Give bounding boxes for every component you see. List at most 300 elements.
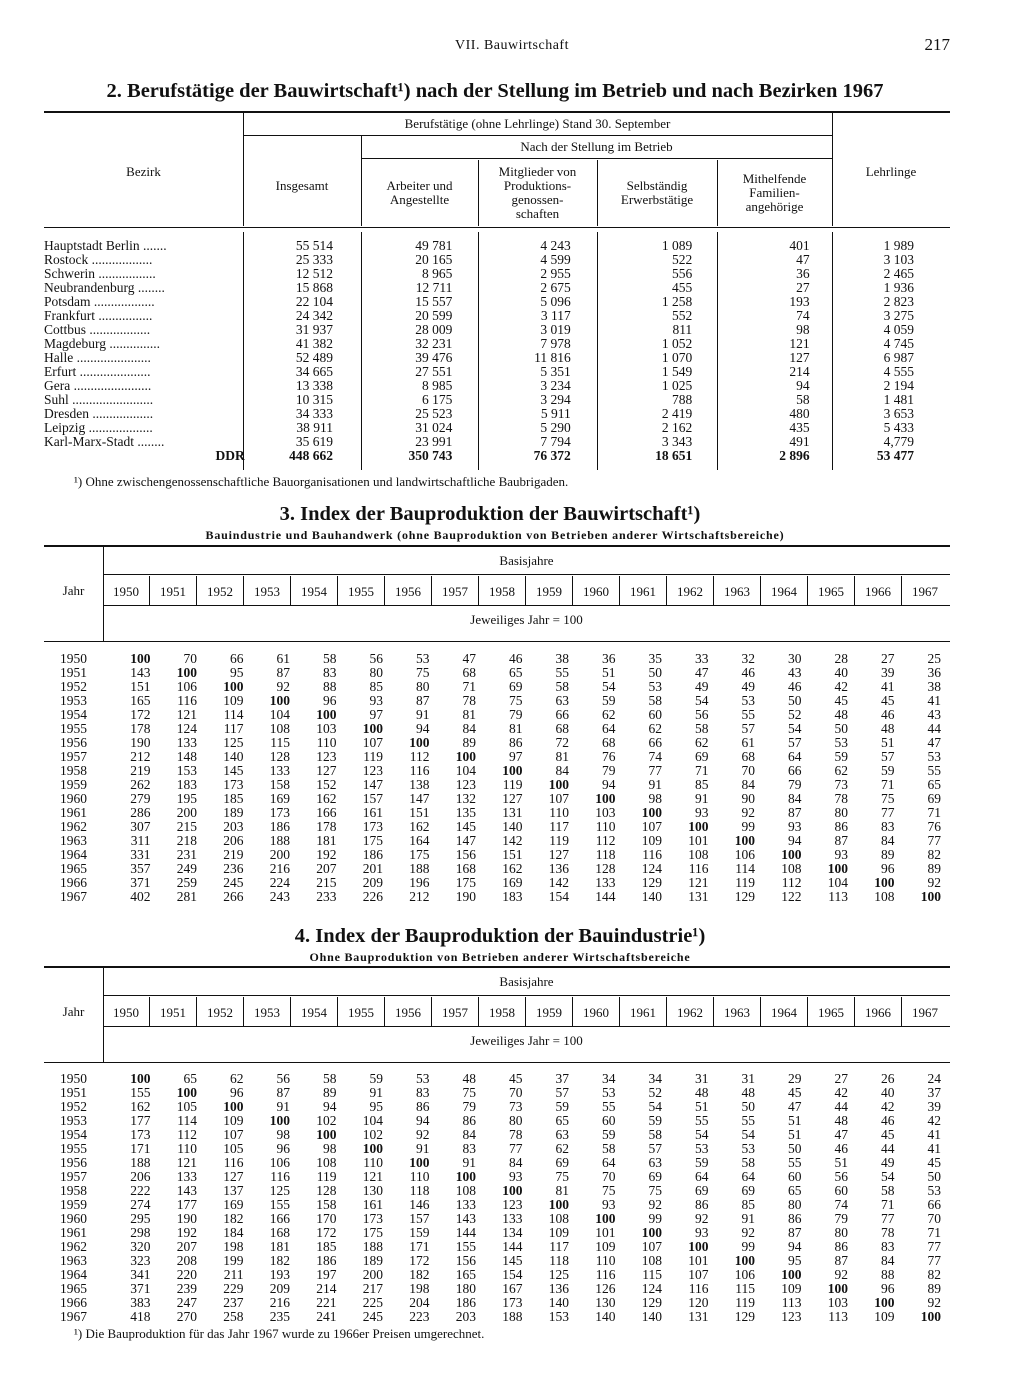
table-cell: 91	[416, 707, 430, 722]
table-cell: 371	[130, 1281, 151, 1296]
table-cell: 59	[369, 1071, 383, 1086]
table-cell: 97	[509, 749, 523, 764]
jahr-label: Jahr	[62, 583, 85, 598]
base-year-label: 1961	[630, 584, 656, 599]
table-cell: 119	[549, 833, 569, 848]
table-cell: 161	[362, 805, 383, 820]
table-cell: 80	[834, 1225, 848, 1240]
table-cell: 788	[671, 392, 693, 407]
table-cell: 5 911	[540, 406, 571, 421]
table-cell: 162	[409, 819, 430, 834]
table-cell: 402	[130, 889, 151, 904]
table-cell: 186	[269, 819, 290, 834]
table-cell: 102	[362, 1127, 383, 1142]
table-cell: 86	[509, 735, 523, 750]
table-cell: 1 936	[883, 280, 914, 295]
table-cell: 11 816	[534, 350, 571, 365]
base-year-label: 1962	[677, 1005, 703, 1020]
table-cell: 12 512	[295, 266, 333, 281]
table-cell: 177	[130, 1113, 151, 1128]
table-cell: 145	[502, 1253, 523, 1268]
row-year: 1956	[60, 1155, 87, 1170]
table-cell: 24	[927, 1071, 941, 1086]
table-cell: 124	[641, 1281, 662, 1296]
table-cell: 24 342	[295, 308, 333, 323]
row-year: 1952	[60, 1099, 87, 1114]
table-cell: 162	[316, 791, 337, 806]
table-cell: 70	[183, 651, 197, 666]
table-cell: 175	[362, 1225, 383, 1240]
table-cell: 116	[177, 693, 197, 708]
table-cell: 140	[595, 1309, 616, 1324]
table-cell: 40	[881, 1085, 895, 1100]
table-cell: 207	[316, 861, 337, 876]
row-year: 1954	[60, 707, 87, 722]
table-cell: 114	[735, 861, 755, 876]
base-year-label: 1960	[583, 1005, 609, 1020]
table-cell: 46	[788, 679, 802, 694]
table-cell: 281	[176, 889, 197, 904]
table-cell: 113	[828, 1309, 848, 1324]
table-cell: 55	[741, 707, 755, 722]
table-cell: 36	[927, 665, 941, 680]
table-cell: 82	[927, 847, 941, 862]
table-cell: 100	[502, 763, 523, 778]
table-cell: 44	[927, 721, 941, 736]
table-cell: 100	[223, 679, 244, 694]
table-cell: 5 351	[540, 364, 571, 379]
table-cell: 101	[595, 1225, 616, 1240]
table-cell: 86	[834, 1239, 848, 1254]
table-cell: 152	[316, 777, 337, 792]
table-cell: 215	[176, 819, 197, 834]
table-cell: 62	[230, 1071, 244, 1086]
table-cell: 75	[648, 1183, 662, 1198]
table-cell: 231	[176, 847, 197, 862]
table-cell: 144	[502, 1239, 523, 1254]
table-cell: 106	[176, 679, 197, 694]
row-year: 1962	[60, 1239, 87, 1254]
table-cell: 241	[316, 1309, 337, 1324]
table-cell: 1 070	[661, 350, 693, 365]
row-year: 1953	[60, 1113, 87, 1128]
table-cell: 100	[455, 1169, 476, 1184]
table-cell: 91	[462, 1155, 476, 1170]
table-cell: 1 052	[661, 336, 693, 351]
table-cell: 42	[881, 1099, 895, 1114]
table-cell: 53	[741, 1141, 755, 1156]
table-cell: 25 523	[415, 406, 453, 421]
table-cell: 158	[269, 777, 290, 792]
base-year-label: 1953	[254, 584, 280, 599]
base-year-label: 1962	[677, 584, 703, 599]
table-cell: 87	[834, 1253, 848, 1268]
table-cell: 110	[363, 1155, 383, 1170]
table-cell: 100	[269, 1113, 290, 1128]
table-cell: 188	[130, 1155, 151, 1170]
table-cell: 8 965	[422, 266, 453, 281]
table-cell: 166	[316, 805, 337, 820]
row-year: 1962	[60, 819, 87, 834]
table-cell: 214	[316, 1281, 337, 1296]
table-cell: 224	[269, 875, 290, 890]
table-cell: 84	[462, 1127, 476, 1142]
table-row	[60, 1254, 941, 1268]
table-cell: 94	[323, 1099, 337, 1114]
table4-top-rule	[44, 966, 950, 968]
table-cell: 94	[796, 378, 810, 393]
table-cell: 77	[881, 1211, 895, 1226]
table-cell: 3 234	[540, 378, 571, 393]
table-cell: 94	[416, 1113, 430, 1128]
table-cell: 112	[781, 875, 802, 890]
table-cell: 115	[270, 735, 290, 750]
table-cell: 63	[648, 1155, 662, 1170]
table-cell: 169	[269, 791, 290, 806]
table-cell: 38	[927, 679, 941, 694]
table-cell: 35	[648, 651, 662, 666]
table-cell: 64	[602, 1155, 616, 1170]
table-cell: 208	[176, 1253, 197, 1268]
table-cell: 209	[269, 1281, 290, 1296]
table-cell: 64	[695, 1169, 709, 1184]
table-cell: 129	[641, 875, 662, 890]
table-cell: 203	[455, 1309, 476, 1324]
table-cell: 69	[695, 749, 709, 764]
row-year: 1964	[60, 1267, 87, 1282]
table-cell: 75	[555, 1169, 569, 1184]
table-cell: 108	[688, 847, 709, 862]
table-cell: 92	[741, 805, 755, 820]
arbeiter-header-line2: Angestellte	[389, 192, 450, 207]
table-cell: 4,779	[883, 434, 914, 449]
table-cell: 96	[881, 861, 895, 876]
table-cell: 94	[788, 1239, 802, 1254]
table-cell: 51	[695, 1099, 709, 1114]
table-cell: 80	[416, 679, 430, 694]
table-cell: 106	[269, 1155, 290, 1170]
table-cell: 36	[796, 266, 810, 281]
table-cell: 90	[741, 791, 755, 806]
table-cell: 1 549	[661, 364, 693, 379]
table-cell: 99	[648, 1211, 662, 1226]
table-row	[60, 806, 941, 820]
table-cell: 491	[789, 434, 810, 449]
table-cell: 84	[881, 833, 895, 848]
bezirk-name: Schwerin .................	[44, 266, 156, 281]
table-row	[60, 1268, 941, 1282]
table-cell: 151	[502, 847, 523, 862]
table-cell: 183	[176, 777, 197, 792]
table-cell: 144	[595, 889, 616, 904]
table-cell: 107	[641, 819, 662, 834]
table-cell: 2 823	[883, 294, 914, 309]
table-cell: 112	[409, 749, 430, 764]
table-cell: 133	[176, 735, 197, 750]
table-cell: 107	[688, 1267, 709, 1282]
table-cell: 27 551	[415, 364, 453, 379]
table-cell: 258	[223, 1309, 244, 1324]
table-cell: 58	[695, 721, 709, 736]
table-cell: 200	[176, 805, 197, 820]
table-cell: 40	[834, 665, 848, 680]
table-cell: 216	[269, 861, 290, 876]
row-year: 1966	[60, 875, 87, 890]
table-cell: 66	[648, 735, 662, 750]
table-cell: 383	[130, 1295, 151, 1310]
table-cell: 2 162	[661, 420, 693, 435]
table-cell: 31	[741, 1071, 755, 1086]
table-cell: 93	[788, 819, 802, 834]
table-cell: 53	[695, 1141, 709, 1156]
table-cell: 2 194	[883, 378, 914, 393]
table-cell: 41 382	[295, 336, 333, 351]
table-cell: 15 868	[295, 280, 333, 295]
table-cell: 91	[741, 1211, 755, 1226]
table-cell: 3 343	[661, 434, 693, 449]
table-cell: 52 489	[295, 350, 333, 365]
table-cell: 87	[276, 1085, 290, 1100]
table-cell: 5 290	[540, 420, 571, 435]
table-cell: 171	[409, 1239, 430, 1254]
table-cell: 161	[362, 1197, 383, 1212]
table-cell: 77	[927, 1253, 941, 1268]
table-row	[44, 393, 914, 407]
table-cell: 28	[834, 651, 848, 666]
base-year-label: 1954	[301, 584, 327, 599]
table-cell: 142	[548, 875, 569, 890]
table-cell: 103	[827, 1295, 848, 1310]
table-cell: 4 745	[883, 336, 914, 351]
table-cell: 245	[362, 1309, 383, 1324]
mitglieder-header-line3: genossen-	[511, 192, 564, 207]
table-cell: 129	[734, 889, 755, 904]
table-cell: 100	[455, 749, 476, 764]
table-cell: 110	[316, 735, 337, 750]
table-cell: 55	[602, 1099, 616, 1114]
mitglieder-header-line1: Mitglieder von	[498, 164, 577, 179]
table-cell: 104	[269, 707, 290, 722]
row-year: 1965	[60, 1281, 87, 1296]
table-cell: 128	[316, 1183, 337, 1198]
table-cell: 239	[176, 1281, 197, 1296]
table-cell: 64	[741, 1169, 755, 1184]
table-cell: 192	[176, 1225, 197, 1240]
table-cell: 66	[230, 651, 244, 666]
table-cell: 274	[130, 1197, 151, 1212]
table-cell: 69	[695, 1183, 709, 1198]
table-cell: 42	[834, 679, 848, 694]
table-cell: 311	[130, 833, 151, 848]
table-cell: 94	[788, 833, 802, 848]
table-row	[60, 792, 941, 806]
table-cell: 116	[270, 1169, 290, 1184]
table-cell: 217	[362, 1281, 383, 1296]
table-cell: 84	[741, 777, 755, 792]
table-cell: 55	[927, 763, 941, 778]
table-cell: 59	[648, 1113, 662, 1128]
row-year: 1961	[60, 805, 87, 820]
table-cell: 93	[834, 847, 848, 862]
table-cell: 123	[781, 1309, 802, 1324]
table-cell: 114	[177, 1113, 197, 1128]
table-cell: 113	[828, 889, 848, 904]
table-cell: 20 599	[415, 308, 453, 323]
table-cell: 190	[455, 889, 476, 904]
table-cell: 96	[323, 693, 337, 708]
table2-title: 2. Berufstätige der Bauwirtschaft¹) nach der Stellung im Betrieb und nach Bezirken 1967	[106, 80, 884, 102]
berufstaetige-header: Berufstätige (ohne Lehrlinge) Stand 30. September	[404, 116, 671, 131]
jeweiliges-label: Jeweiliges Jahr = 100	[470, 1033, 583, 1048]
table-cell: 89	[881, 847, 895, 862]
table-cell: 106	[734, 847, 755, 862]
table-cell: 2 955	[540, 266, 571, 281]
mithelfende-header-line1: Mithelfende	[742, 171, 807, 186]
table-cell: 69	[648, 1169, 662, 1184]
table-cell: 73	[834, 777, 848, 792]
table-cell: 307	[130, 819, 151, 834]
table-row	[60, 652, 941, 666]
table-cell: 52	[648, 1085, 662, 1100]
row-year: 1959	[60, 777, 87, 792]
table-cell: 144	[455, 1225, 476, 1240]
table-cell: 26	[881, 1071, 895, 1086]
table-cell: 140	[548, 1295, 569, 1310]
table-cell: 5 096	[540, 294, 571, 309]
table-cell: 130	[362, 1183, 383, 1198]
table-cell: 127	[548, 847, 569, 862]
table-cell: 127	[223, 1169, 244, 1184]
table-cell: 357	[130, 861, 151, 876]
bezirk-name: Suhl ........................	[44, 392, 154, 407]
table-cell: 92	[741, 1225, 755, 1240]
table-cell: 119	[363, 749, 383, 764]
table-cell: 96	[881, 1281, 895, 1296]
table-cell: 233	[316, 889, 337, 904]
table-cell: 89	[462, 735, 476, 750]
table-cell: 58	[602, 1141, 616, 1156]
table-cell: 117	[549, 1239, 569, 1254]
table-cell: 66	[555, 707, 569, 722]
table-cell: 522	[671, 252, 693, 267]
table-cell: 51	[788, 1113, 802, 1128]
table-cell: 47	[796, 252, 810, 267]
table-cell: 65	[509, 665, 523, 680]
table-row	[44, 323, 914, 337]
table-cell: 130	[595, 1295, 616, 1310]
table-cell: 220	[176, 1267, 197, 1282]
table2-footnote: ¹) Ohne zwischengenossenschaftliche Bauorganisationen und landwirtschaftliche Baubrigaden.	[74, 474, 569, 489]
table-row	[60, 1296, 941, 1310]
table-cell: 190	[176, 1211, 197, 1226]
table-cell: 104	[362, 1113, 383, 1128]
table-cell: 221	[316, 1295, 337, 1310]
row-year: 1950	[60, 1071, 87, 1086]
table-cell: 140	[641, 889, 662, 904]
table-cell: 131	[502, 805, 523, 820]
table-cell: 61	[741, 735, 755, 750]
table-row	[60, 876, 941, 890]
table-cell: 92	[927, 875, 941, 890]
table-cell: 15 557	[415, 294, 453, 309]
table-cell: 219	[130, 763, 151, 778]
table-cell: 156	[455, 847, 476, 862]
table-cell: 57	[788, 735, 802, 750]
table-cell: 134	[502, 1225, 523, 1240]
table-cell: 106	[734, 1267, 755, 1282]
table-cell: 103	[316, 721, 337, 736]
table-cell: 89	[323, 1085, 337, 1100]
table-cell: 196	[409, 875, 430, 890]
table-cell: 84	[462, 721, 476, 736]
bezirk-name: Erfurt .....................	[44, 364, 151, 379]
table-cell: 45	[881, 693, 895, 708]
table-cell: 143	[130, 665, 151, 680]
table-cell: 47	[788, 1099, 802, 1114]
table-cell: 100	[223, 1099, 244, 1114]
table-cell: 186	[362, 847, 383, 862]
table-cell: 46	[741, 665, 755, 680]
table-cell: 147	[409, 791, 430, 806]
table-cell: 27	[881, 651, 895, 666]
base-year-label: 1951	[160, 1005, 186, 1020]
table-cell: 75	[416, 665, 430, 680]
table-cell: 2 419	[661, 406, 693, 421]
table-cell: 153	[176, 763, 197, 778]
table-cell: 72	[555, 735, 569, 750]
table-cell: 109	[223, 693, 244, 708]
table-cell: 71	[695, 763, 709, 778]
table-cell: 155	[269, 1197, 290, 1212]
table-cell: 71	[927, 805, 941, 820]
table-cell: 133	[502, 1211, 523, 1226]
table4-subtitle: Ohne Bauproduktion von Betrieben anderer Wirtschaftsbereiche	[309, 950, 691, 964]
table-cell: 50	[648, 665, 662, 680]
mithelfende-header-line2: Familien-	[749, 185, 800, 200]
table-cell: 140	[502, 819, 523, 834]
table-cell: 182	[269, 1253, 290, 1268]
table-cell: 3 653	[883, 406, 914, 421]
table-cell: 53	[927, 1183, 941, 1198]
table-cell: 116	[688, 1281, 709, 1296]
table-cell: 166	[269, 1211, 290, 1226]
table-cell: 100	[874, 1295, 895, 1310]
table-cell: 77	[881, 805, 895, 820]
base-year-label: 1958	[489, 584, 515, 599]
table-cell: 131	[688, 1309, 709, 1324]
table-cell: 53	[927, 749, 941, 764]
table-cell: 75	[602, 1183, 616, 1198]
table-cell: 200	[269, 847, 290, 862]
table-cell: 59	[602, 693, 616, 708]
table-cell: 62	[834, 763, 848, 778]
table4-body	[60, 1072, 941, 1324]
table-cell: 93	[369, 693, 383, 708]
table-cell: 204	[409, 1295, 430, 1310]
table-cell: 41	[927, 693, 941, 708]
table-cell: 62	[648, 721, 662, 736]
table-cell: 54	[695, 693, 709, 708]
table-cell: 229	[223, 1281, 244, 1296]
table-cell: 108	[316, 1155, 337, 1170]
table-cell: 226	[362, 889, 383, 904]
base-year-label: 1959	[536, 1005, 562, 1020]
table-cell: 108	[548, 1211, 569, 1226]
table-cell: 75	[509, 693, 523, 708]
table-cell: 59	[881, 763, 895, 778]
bezirk-name: Hauptstadt Berlin .......	[44, 238, 167, 253]
table-cell: 69	[509, 679, 523, 694]
